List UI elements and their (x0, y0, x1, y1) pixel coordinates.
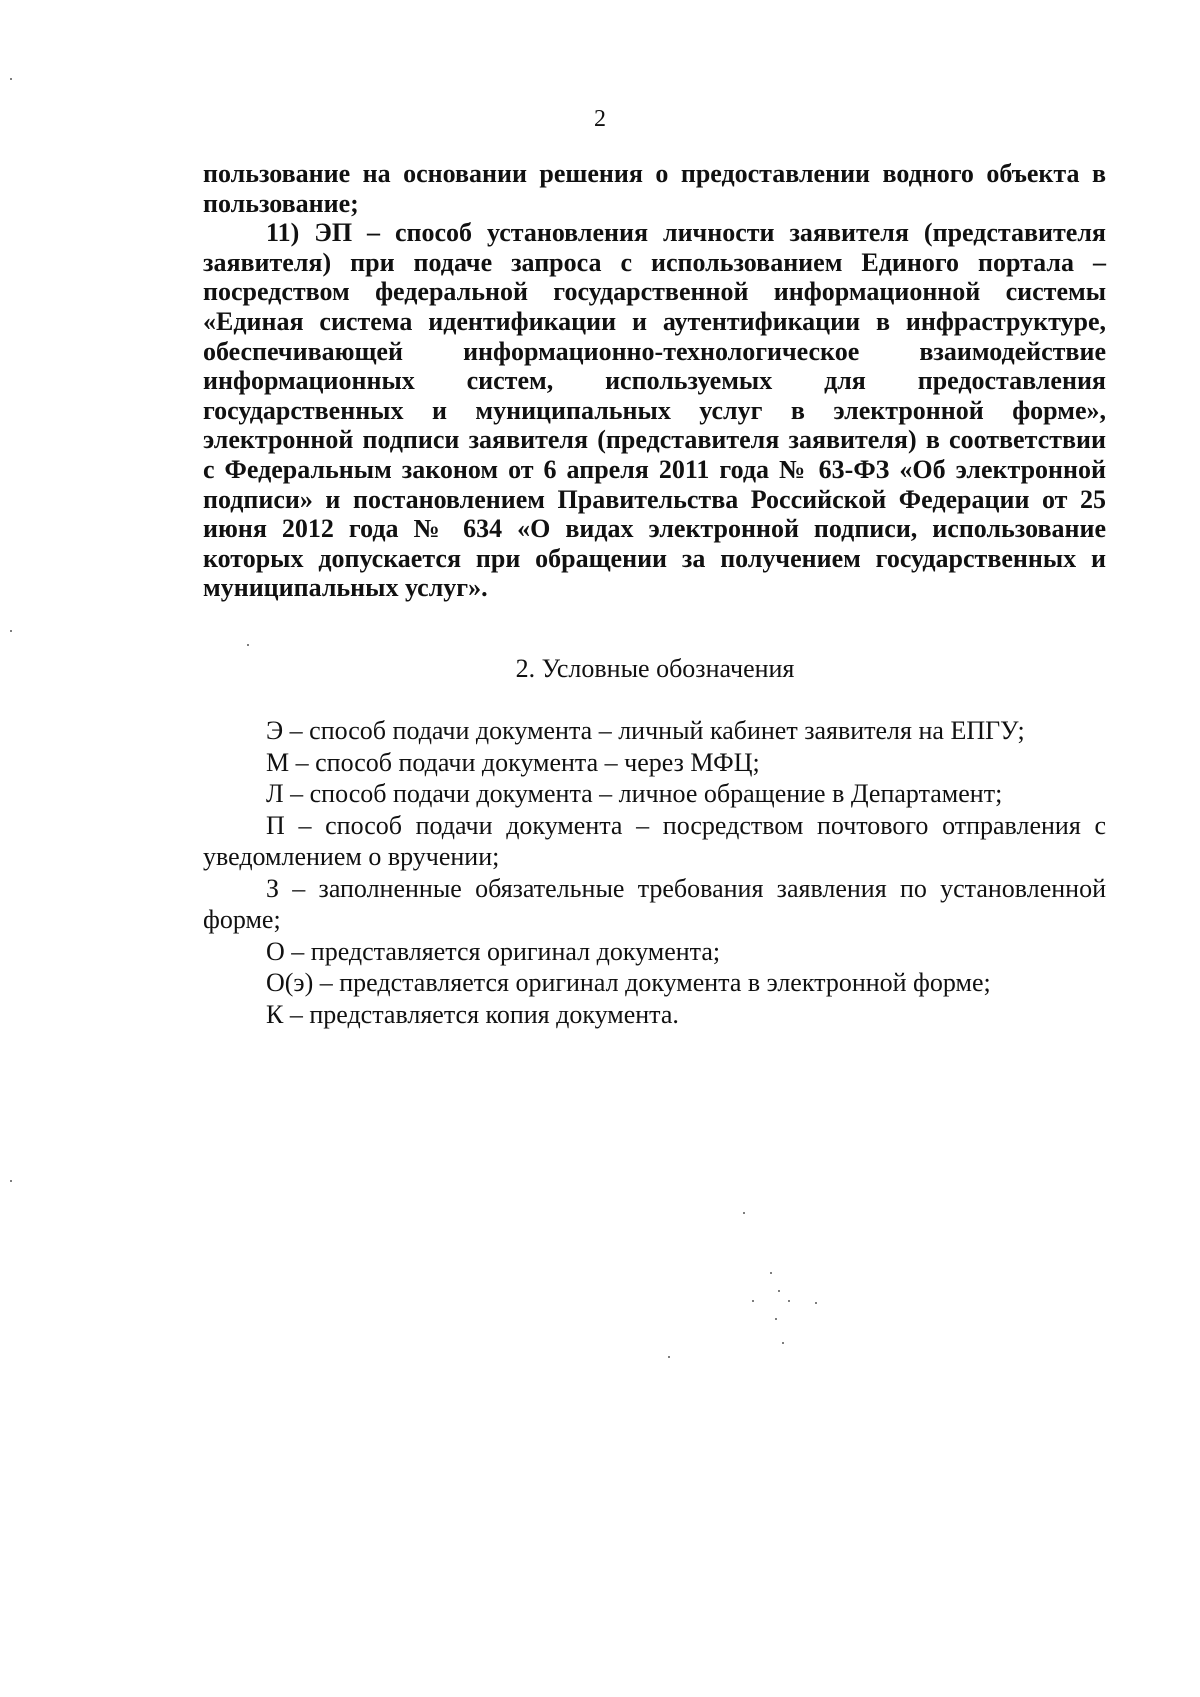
scan-speck (743, 1212, 745, 1214)
scan-speck (775, 1318, 777, 1320)
legend-item-e: Э – способ подачи документа – личный кабинет заявителя на ЕПГУ; (266, 716, 1025, 745)
legend-item-p: П – способ подачи документа – посредством почтового отправления с уведомлением о вручении; (203, 810, 1106, 871)
scan-speck (782, 1342, 784, 1344)
scan-speck (247, 644, 249, 646)
legend-item-o-e: О(э) – представляется оригинал документа в электронной форме; (266, 968, 991, 997)
legend-item-z: З – заполненные обязательные требования заявления по установленной форме; (203, 873, 1106, 934)
definition-paragraph-continued: пользование на основании решения о предоставлении водного объекта в пользование; (203, 159, 1106, 218)
definitions-block (203, 159, 1106, 603)
legend-item-l: Л – способ подачи документа – личное обращение в Департамент; (266, 779, 1003, 808)
scan-speck (788, 1300, 790, 1302)
scan-speck (752, 1300, 754, 1302)
scan-speck (815, 1302, 817, 1304)
scan-speck (10, 1180, 12, 1182)
scan-speck (778, 1290, 780, 1292)
scan-speck (668, 1356, 670, 1358)
legend-list (203, 715, 1106, 1030)
section-title: 2. Условные обозначения (515, 654, 795, 683)
scan-speck (10, 78, 12, 80)
legend-item-m: М – способ подачи документа – через МФЦ; (266, 747, 760, 777)
legend-item-o: О – представляется оригинал документа; (266, 936, 721, 966)
scan-speck (770, 1272, 772, 1274)
legend-item-k: К – представляется копия документа. (266, 999, 679, 1029)
scan-speck (10, 630, 12, 632)
definition-paragraph-11-ep: 11) ЭП – способ установления личности заявителя (представителя заявителя) при подаче запроса с использованием Единого портала – посредством федеральной государственной информационной системы «Единая система идентификации и аутентификации в инфраструктуре, обеспечивающей информационно-технологическое взаимодействие информационных систем, используемых для предоставления государственных и муниципальных услуг в электронной форме», электронной подписи заявителя (представителя заявителя) в соответствии с Федеральным законом от 6 апреля 2011 года № 63-ФЗ «Об электронной подписи» и постановлением Правительства Российской Федерации от 25 июня 2012 года № 634 «О видах электронной подписи, использование которых допускается при обращении за получением государственных и муниципальных услуг». (203, 218, 1106, 603)
page-number: 2 (594, 106, 606, 132)
